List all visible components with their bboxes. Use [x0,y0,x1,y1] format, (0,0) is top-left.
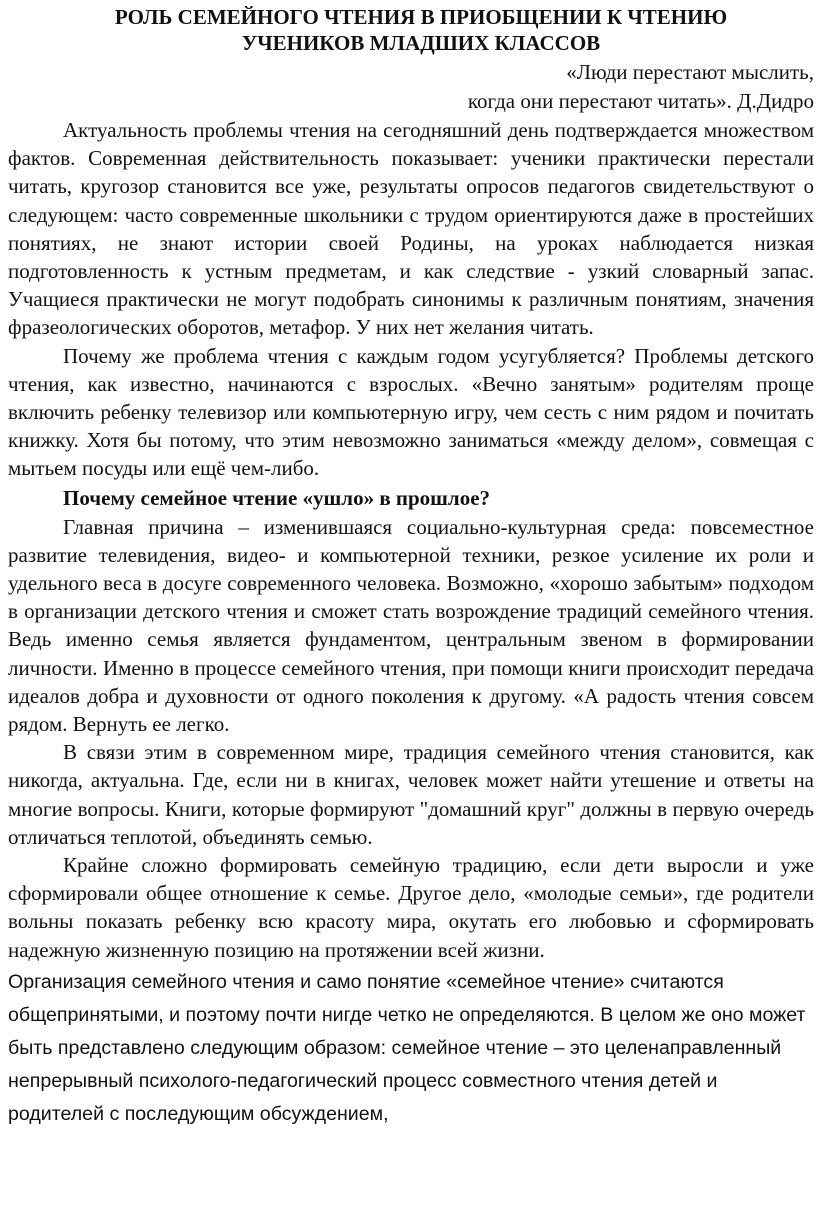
paragraph-relevance: Актуальность проблемы чтения на сегодняшний день подтверждается множеством фактов. Современная действительность показывает: ученики практически перестали читать, кругозор становится все уже, результаты опросов педагогов свидетельствуют о следующем: часто современные школьники с трудом ориентируются даже в простейших понятиях, не знают истории своей Родины, на уроках наблюдается низкая подготовленность к устным предметам, и как следствие - узкий словарный запас. Учащиеся практически не могут подобрать синонимы к различным понятиям, значения фразеологических оборотов, метафор. У них нет желания читать. [8,118,814,340]
section-subheading: Почему семейное чтение «ушло» в прошлое? [63,485,491,510]
title-line-1: РОЛЬ СЕМЕЙНОГО ЧТЕНИЯ В ПРИОБЩЕНИИ К ЧТЕНИЮ [114,5,728,29]
paragraph-young-families: Крайне сложно формировать семейную традицию, если дети выросли и уже сформировали общее отношение к семье. Другое дело, «молодые семьи», где родители вольны показать ребенку всю красоту мира, окутать его любовью и сформировать надежную жизненную позицию на протяжении всей жизни. [8,853,814,962]
paragraph-definition: Организация семейного чтения и само понятие «семейное чтение» считаются общепринятыми, и поэтому почти нигде четко не определяются. В целом же оно может быть представлено следующим образом: семейное чтение – это целенаправленный непрерывный психолого-педагогический процесс совместного чтения детей и родителей с последующим обсуждением, [8,970,806,1125]
paragraph-tradition: В связи этим в современном мире, традиция семейного чтения становится, как никогда, актуальна. Где, если ни в книгах, человек может найти утешение и ответы на многие вопросы. Книги, которые формируют "домашний круг" должны в первую очередь отличаться теплотой, объединять семью. [8,740,814,849]
paragraph-main-reason: Главная причина – изменившаяся социально-культурная среда: повсеместное развитие телевидения, видео- и компьютерной техники, резкое усиление их роли и удельного веса в досуге современного человека. Возможно, «хорошо забытым» подходом в организации детского чтения и сможет стать возрождение традиций семейного чтения. Ведь именно семья является фундаментом, центральным звеном в формировании личности. Именно в процессе семейного чтения, при помощи книги происходит передача идеалов добра и духовности от одного поколения к другому. «А радость чтения совсем рядом. Вернуть ее легко. [8,514,814,737]
document-title [8,4,814,56]
epigraph-line-1: «Люди перестают мыслить, [566,60,814,84]
paragraph-problem-worsening: Почему же проблема чтения с каждым годом усугубляется? Проблемы детского чтения, как известно, начинаются с взрослых. «Вечно занятым» родителям проще включить ребенку телевизор или компьютерную игру, чем сесть с ним рядом и почитать книжку. Хотя бы потому, что этим невозможно заниматься «между делом», совмещая с мытьем посуды или ещё чем-либо. [8,343,814,481]
document-page [8,0,814,1131]
epigraph-line-2: когда они перестают читать». Д.Дидро [467,89,814,113]
epigraph [8,58,814,116]
title-line-2: УЧЕНИКОВ МЛАДШИХ КЛАССОВ [241,31,601,55]
